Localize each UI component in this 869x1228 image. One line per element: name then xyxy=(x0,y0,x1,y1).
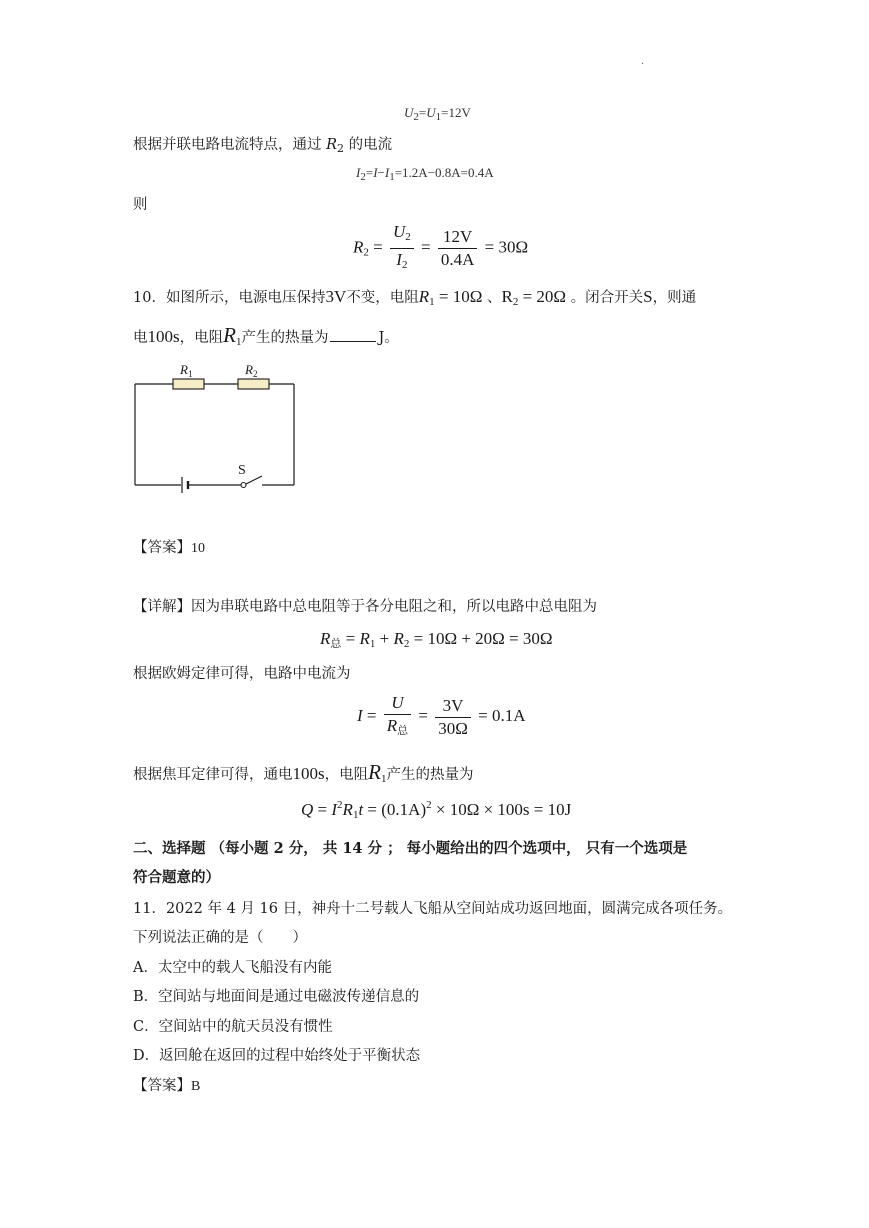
option-b: B．空间站与地面间是通过电磁波传递信息的 xyxy=(133,989,420,1005)
text-parallel-current: 根据并联电路电流特点，通过 $R_2$ 的电流 xyxy=(133,137,393,155)
question-10-line-1: 10．如图所示，电源电压保持3V不变，电阻$R_1 = 10\Omega$ 、$R_2 = 20\Omega$ 。闭合开关S，则通 xyxy=(133,287,697,308)
resistor-r2 xyxy=(238,379,269,389)
text-joule-law: 根据焦耳定律可得，通电100s，电阻$R_1$产生的热量为 xyxy=(133,760,474,785)
fraction-u-rtotal: $\frac{U}{R_总}$ xyxy=(384,693,411,741)
option-c: C．空间站中的航天员没有惯性 xyxy=(133,1019,333,1035)
circuit-diagram xyxy=(125,355,305,500)
answer-10: 【答案】10 xyxy=(133,540,205,556)
equation-heat: $Q = I^2R_1t = (0.1A)^2 \times 10\Omega \times 100s = 10J$ xyxy=(301,799,572,821)
equation-current: I = $\frac{U}{R_总}$ = $\frac{3V}{30\Omega}$ = 0.1A xyxy=(357,693,526,741)
section-2-heading-line-1: 二、选择题 （每小题 2 分， 共 14 分 ； 每小题给出的四个选项中， 只有一个选项是 xyxy=(133,840,688,857)
answer-blank xyxy=(330,327,376,342)
text-then: 则 xyxy=(133,197,148,213)
equation-r2: $R_2$ = $\frac{U_2}{I_2}$ = $\frac{12V}{0.4A}$ = 30Ω xyxy=(353,222,528,275)
text-ohm-law: 根据欧姆定律可得，电路中电流为 xyxy=(133,666,351,682)
header-dot: . xyxy=(641,56,645,67)
option-a: A．太空中的载人飞船没有内能 xyxy=(133,960,332,976)
option-d: D．返回舱在返回的过程中始终处于平衡状态 xyxy=(133,1048,421,1064)
fraction-12v-04a: $\frac{12V}{0.4A}$ xyxy=(438,227,478,270)
battery xyxy=(182,477,188,493)
question-11-line-1: 11．2022 年 4 月 16 日，神舟十二号载人飞船从空间站成功返回地面，圆满完成各项任务。 xyxy=(133,901,733,917)
equation-r-total: $R_总 = R_1 + R_2 = 10\Omega + 20\Omega = 30\Omega$ xyxy=(320,629,553,650)
fraction-u2-i2: $\frac{U_2}{I_2}$ xyxy=(390,222,414,275)
answer-11: 【答案】B xyxy=(133,1078,201,1094)
question-10-line-2: 电100s，电阻$R_1$产生的热量为 J。 xyxy=(133,323,399,348)
r2-label: $R_2$ xyxy=(245,362,258,379)
fraction-3v-30ohm: $\frac{3V}{30\Omega}$ xyxy=(435,696,471,739)
switch-label: S xyxy=(238,463,246,478)
detail-10: 【详解】因为串联电路中总电阻等于各分电阻之和，所以电路中总电阻为 xyxy=(133,599,597,615)
equation-i2: $I_2=I-I_1=1.2A-0.8A=0.4A$ xyxy=(356,165,494,183)
equation-u2: $U_2=U_1=12V$ xyxy=(404,105,471,123)
r1-label: $R_1$ xyxy=(180,362,193,379)
question-11-line-2: 下列说法正确的是（ ） xyxy=(133,930,307,946)
resistor-r1 xyxy=(173,379,204,389)
section-2-heading-line-2: 符合题意的） xyxy=(133,869,220,886)
